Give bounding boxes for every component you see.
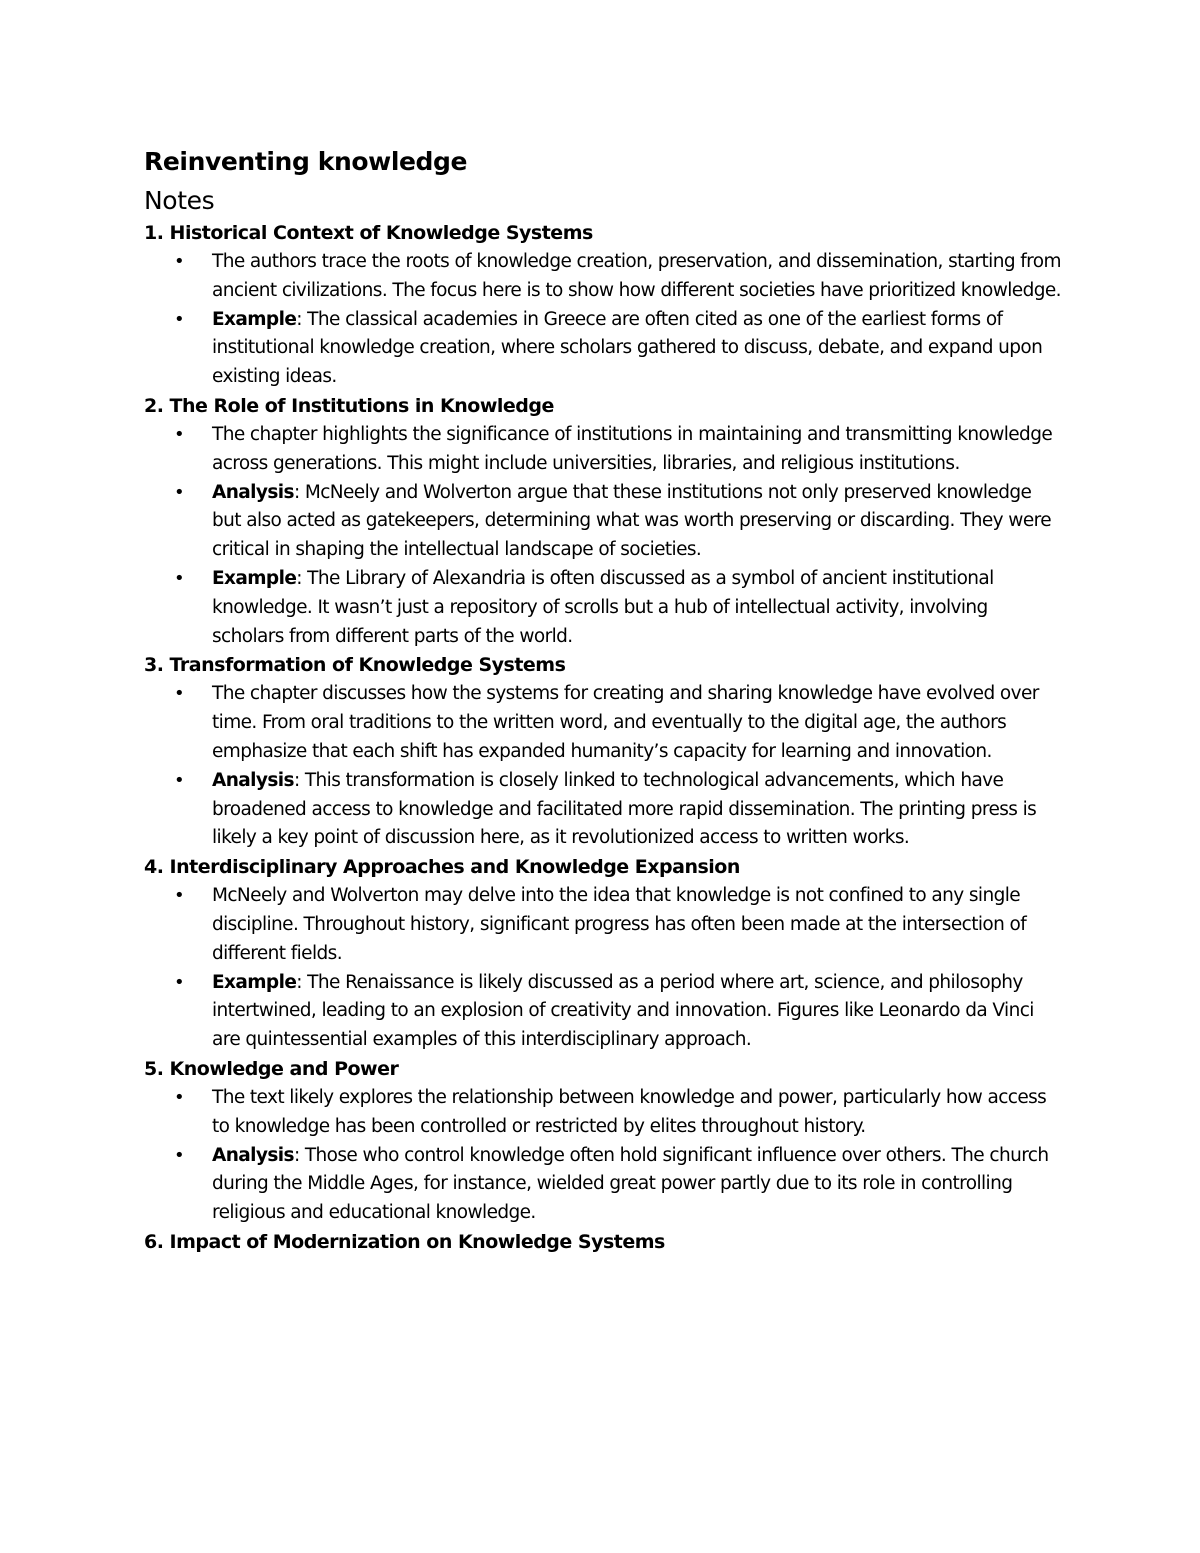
section-heading: 3. Transformation of Knowledge Systems	[144, 654, 566, 677]
bullet-lead-label: Example	[212, 308, 297, 330]
section-heading: 1. Historical Context of Knowledge Systems	[144, 222, 593, 244]
bullet-icon: •	[174, 885, 185, 907]
bullet-icon: •	[174, 971, 185, 993]
bullet-text: The authors trace the roots of knowledge creation, preservation, and dissemination, starting from ancient civilizations. The focus here is to show how different societies have prioritized knowledge.	[212, 251, 1061, 301]
document-body	[144, 141, 1064, 1257]
section-heading: 5. Knowledge and Power	[144, 1057, 399, 1080]
sections-container	[144, 219, 1064, 1257]
bullet-list	[144, 421, 1064, 651]
bullet-lead-label: Analysis	[212, 481, 294, 503]
bullet-list	[144, 680, 1064, 853]
bullet-item	[144, 882, 1064, 968]
bullet-list	[144, 1084, 1064, 1228]
bullet-text: : McNeely and Wolverton argue that these institutions not only preserved knowledge but also acted as gatekeepers, determining what was worth preserving or discarding. They were critical in shaping the intellectual landscape of societies.	[212, 481, 1051, 561]
bullet-item	[144, 969, 1064, 1055]
bullet-item	[144, 1142, 1064, 1228]
bullet-lead-label: Analysis	[212, 769, 294, 791]
bullet-text: The chapter discusses how the systems for creating and sharing knowledge have evolved over time. From oral traditions to the written word, and eventually to the digital age, the authors emphasize that each shift has expanded humanity’s capacity for learning and innovation.	[212, 683, 1039, 762]
bullet-text: : The classical academies in Greece are often cited as one of the earliest forms of institutional knowledge creation, where scholars gathered to discuss, debate, and expand upon existing ideas.	[212, 308, 1043, 388]
bullet-icon: •	[174, 1086, 185, 1108]
bullet-icon: •	[174, 769, 185, 791]
bullet-item	[144, 479, 1064, 565]
bullet-lead-label: Example	[212, 971, 297, 993]
bullet-icon: •	[174, 308, 185, 330]
bullet-text: : The Library of Alexandria is often discussed as a symbol of ancient institutional knowledge. It wasn’t just a repository of scrolls but a hub of intellectual activity, involving scholars from different parts of the world.	[212, 567, 994, 647]
bullet-text: McNeely and Wolverton may delve into the idea that knowledge is not confined to any single discipline. Throughout history, significant progress has often been made at the intersection of different fields.	[212, 885, 1027, 964]
document-title: Reinventing knowledge	[144, 147, 468, 176]
bullet-text: The text likely explores the relationship between knowledge and power, particularly how access to knowledge has been controlled or restricted by elites throughout history.	[212, 1086, 1047, 1137]
bullet-icon: •	[174, 683, 185, 705]
bullet-list	[144, 248, 1064, 392]
section-heading: 4. Interdisciplinary Approaches and Knowledge Expansion	[144, 856, 740, 879]
bullet-text: : This transformation is closely linked to technological advancements, which have broadened access to knowledge and facilitated more rapid dissemination. The printing press is likely a key point of discussion here, as it revolutionized access to written works.	[212, 769, 1037, 849]
bullet-list	[144, 882, 1064, 1055]
section-heading: 2. The Role of Institutions in Knowledge	[144, 394, 554, 417]
bullet-item	[144, 306, 1064, 392]
bullet-item	[144, 565, 1064, 651]
bullet-text: : The Renaissance is likely discussed as a period where art, science, and philosophy intertwined, leading to an explosion of creativity and innovation. Figures like Leonardo da Vinci are quintessential examples of this interdisciplinary approach.	[212, 971, 1034, 1051]
bullet-item	[144, 767, 1064, 853]
document-subtitle: Notes	[144, 186, 215, 215]
bullet-icon: •	[174, 1144, 185, 1166]
bullet-item	[144, 421, 1064, 479]
bullet-lead-label: Example	[212, 567, 297, 589]
bullet-lead-label: Analysis	[212, 1144, 294, 1166]
bullet-item	[144, 248, 1064, 306]
bullet-icon: •	[174, 481, 185, 503]
bullet-icon: •	[174, 567, 185, 589]
bullet-icon: •	[174, 423, 185, 445]
bullet-item	[144, 1084, 1064, 1142]
bullet-item	[144, 680, 1064, 766]
section-heading: 6. Impact of Modernization on Knowledge Systems	[144, 1230, 665, 1253]
bullet-text: The chapter highlights the significance of institutions in maintaining and transmitting knowledge across generations. This might include universities, libraries, and religious institutions.	[212, 423, 1053, 474]
bullet-icon: •	[174, 251, 185, 272]
bullet-text: : Those who control knowledge often hold significant influence over others. The church during the Middle Ages, for instance, wielded great power partly due to its role in controlling religious and educational knowledge.	[212, 1144, 1049, 1224]
